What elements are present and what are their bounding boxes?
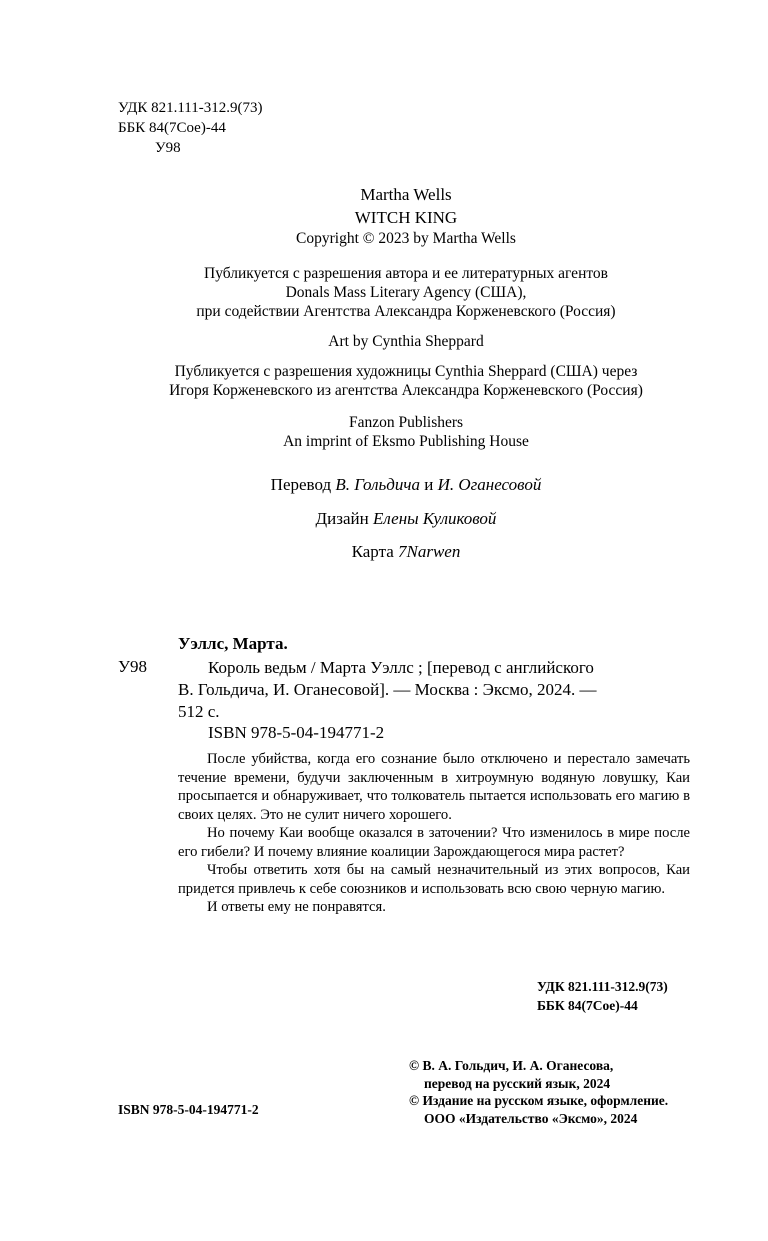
map-author: 7Narwen: [398, 542, 461, 561]
rights-line: Публикуется с разрешения автора и ее литературных агентов: [204, 265, 608, 282]
copyright-line: © В. А. Гольдич, И. А. Оганесова,: [409, 1058, 614, 1073]
publisher-line: Fanzon Publishers: [348, 414, 464, 431]
annotation-paragraph: После убийства, когда его сознание было отключено и перестало замечать течение времени, будучи заключенным в хитроумную водяную ловушку, Каи просыпается и обнаруживает, что толкователь пытается использовать его магию в своих целях. Это не сулит ничего хорошего.: [178, 751, 690, 823]
annotation: [178, 750, 690, 917]
art-rights-line: Игоря Корженевского из агентства Александра Корженевского (Россия): [169, 382, 643, 399]
copyright-line: © Издание на русском языке, оформление.: [409, 1093, 669, 1108]
entry-code: У98: [118, 657, 148, 676]
copyright-line: ООО «Издательство «Эксмо», 2024: [424, 1110, 638, 1126]
annotation-paragraph: Но почему Каи вообще оказался в заточении? Что изменилось в мире после его гибели? И почему влияние коалиции Зарождающегося мира растет?: [178, 825, 690, 860]
bbk-code: ББК 84(7Сое)-44: [118, 120, 226, 136]
annotation-paragraph: Чтобы ответить хотя бы на самый незначительный из этих вопросов, Каи придется привлечь к себе союзников и использовать всю свою черную магию.: [178, 862, 690, 897]
copyright-block: [409, 1057, 668, 1127]
map-credit: [0, 541, 768, 563]
entry-line: Король ведьм / Марта Уэллс ; [перевод с английского: [208, 658, 594, 677]
translator-1: В. Гольдича: [335, 475, 420, 494]
entry-line: В. Гольдича, И. Оганесовой]. — Москва : Эксмо, 2024. —: [178, 680, 597, 699]
author-sign: У98: [155, 140, 181, 156]
rights-block: [0, 264, 768, 321]
map-label: Карта: [351, 542, 394, 561]
translator-2: И. Оганесовой: [437, 475, 542, 494]
design-label: Дизайн: [315, 509, 369, 528]
entry-author: Уэллс, Марта.: [178, 634, 288, 653]
udk-code: УДК 821.111-312.9(73): [118, 100, 263, 116]
original-title: WITCH KING: [354, 208, 458, 227]
rights-line: при содействии Агентства Александра Корженевского (Россия): [196, 303, 616, 320]
catalog-codes-bottom: [537, 977, 668, 1015]
design-credit: [0, 508, 768, 530]
original-author: Martha Wells: [360, 185, 452, 204]
art-credit: Art by Cynthia Sheppard: [328, 333, 484, 350]
entry-isbn: ISBN 978-5-04-194771-2: [208, 723, 385, 742]
annotation-paragraph: И ответы ему не понравятся.: [207, 899, 386, 915]
rights-line: Donals Mass Literary Agency (США),: [285, 284, 527, 301]
original-copyright: Copyright © 2023 by Martha Wells: [296, 230, 516, 247]
credit-and: и: [424, 475, 434, 494]
entry-line: 512 с.: [178, 702, 220, 721]
art-rights-line: Публикуется с разрешения художницы Cynthia Sheppard (США) через: [174, 363, 638, 380]
translation-label: Перевод: [270, 475, 332, 494]
entry-description: [178, 657, 690, 723]
copyright-line: перевод на русский язык, 2024: [424, 1075, 611, 1091]
bbk-code-bottom: ББК 84(7Сое)-44: [537, 998, 638, 1013]
catalog-codes: [118, 98, 262, 158]
udk-code-bottom: УДК 821.111-312.9(73): [537, 979, 668, 994]
translation-credit: [0, 474, 768, 496]
original-title-block: [0, 183, 768, 249]
designer-name: Елены Куликовой: [372, 509, 497, 528]
publisher-block: [0, 413, 768, 451]
footer-isbn: ISBN 978-5-04-194771-2: [118, 1102, 259, 1117]
publisher-line: An imprint of Eksmo Publishing House: [283, 433, 529, 450]
art-rights-block: [0, 362, 768, 400]
